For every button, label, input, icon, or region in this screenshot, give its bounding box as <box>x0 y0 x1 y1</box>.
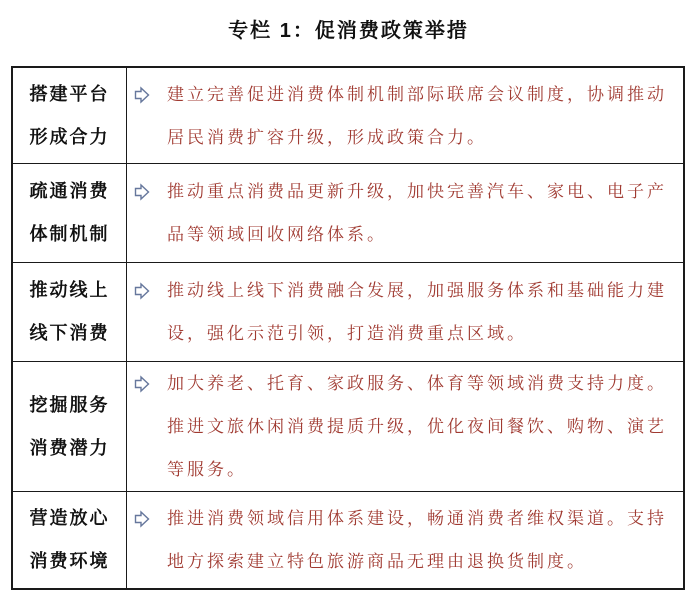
row-label-cell <box>13 492 127 588</box>
row-label-line1: 挖掘服务 <box>29 394 110 415</box>
row-label-line1: 疏通消费 <box>29 181 110 201</box>
rightwards-arrow-icon <box>134 73 167 109</box>
table-row <box>13 361 683 491</box>
row-label-cell <box>13 362 127 491</box>
row-label-line2: 线下消费 <box>29 323 110 343</box>
row-content-text: 推动线上线下消费融合发展，加强服务体系和基础能力建设，强化示范引领，打造消费重点区域。 <box>167 281 667 343</box>
policy-measures-table <box>11 66 685 590</box>
table-row <box>13 68 683 163</box>
row-label-line2: 体制机制 <box>29 224 110 244</box>
row-label-line1: 推动线上 <box>29 280 110 300</box>
row-label-cell <box>13 68 127 163</box>
row-content-text: 建立完善促进消费体制机制部际联席会议制度，协调推动居民消费扩容升级，形成政策合力。 <box>167 84 667 147</box>
row-content-cell <box>127 164 683 262</box>
row-label-line2: 消费环境 <box>29 551 110 571</box>
row-label-line2: 消费潜力 <box>29 437 110 458</box>
rightwards-arrow-icon <box>134 497 167 533</box>
row-content-text: 推动重点消费品更新升级，加快完善汽车、家电、电子产品等领域回收网络体系。 <box>167 182 667 244</box>
row-content-text: 加大养老、托育、家政服务、体育等领域消费支持力度。推进文旅休闲消费提质升级，优化夜间餐饮、购物、演艺等服务。 <box>167 374 667 479</box>
row-label-line2: 形成合力 <box>29 126 110 147</box>
row-content-cell <box>127 263 683 361</box>
table-row <box>13 491 683 588</box>
row-content-text: 推进消费领域信用体系建设，畅通消费者维权渠道。支持地方探索建立特色旅游商品无理由退换货制度。 <box>167 509 667 571</box>
row-content-cell <box>127 492 683 588</box>
row-label-cell <box>13 263 127 361</box>
table-row <box>13 262 683 361</box>
rightwards-arrow-icon <box>134 269 167 305</box>
rightwards-arrow-icon <box>134 170 167 206</box>
row-label-line1: 搭建平台 <box>29 83 110 104</box>
page-title: 专栏 1：促消费政策举措 <box>228 20 469 42</box>
row-content-cell <box>127 68 683 163</box>
row-label-cell <box>13 164 127 262</box>
table-row <box>13 163 683 262</box>
row-label-line1: 营造放心 <box>29 508 110 528</box>
rightwards-arrow-icon <box>134 362 167 398</box>
row-content-cell <box>127 362 683 491</box>
